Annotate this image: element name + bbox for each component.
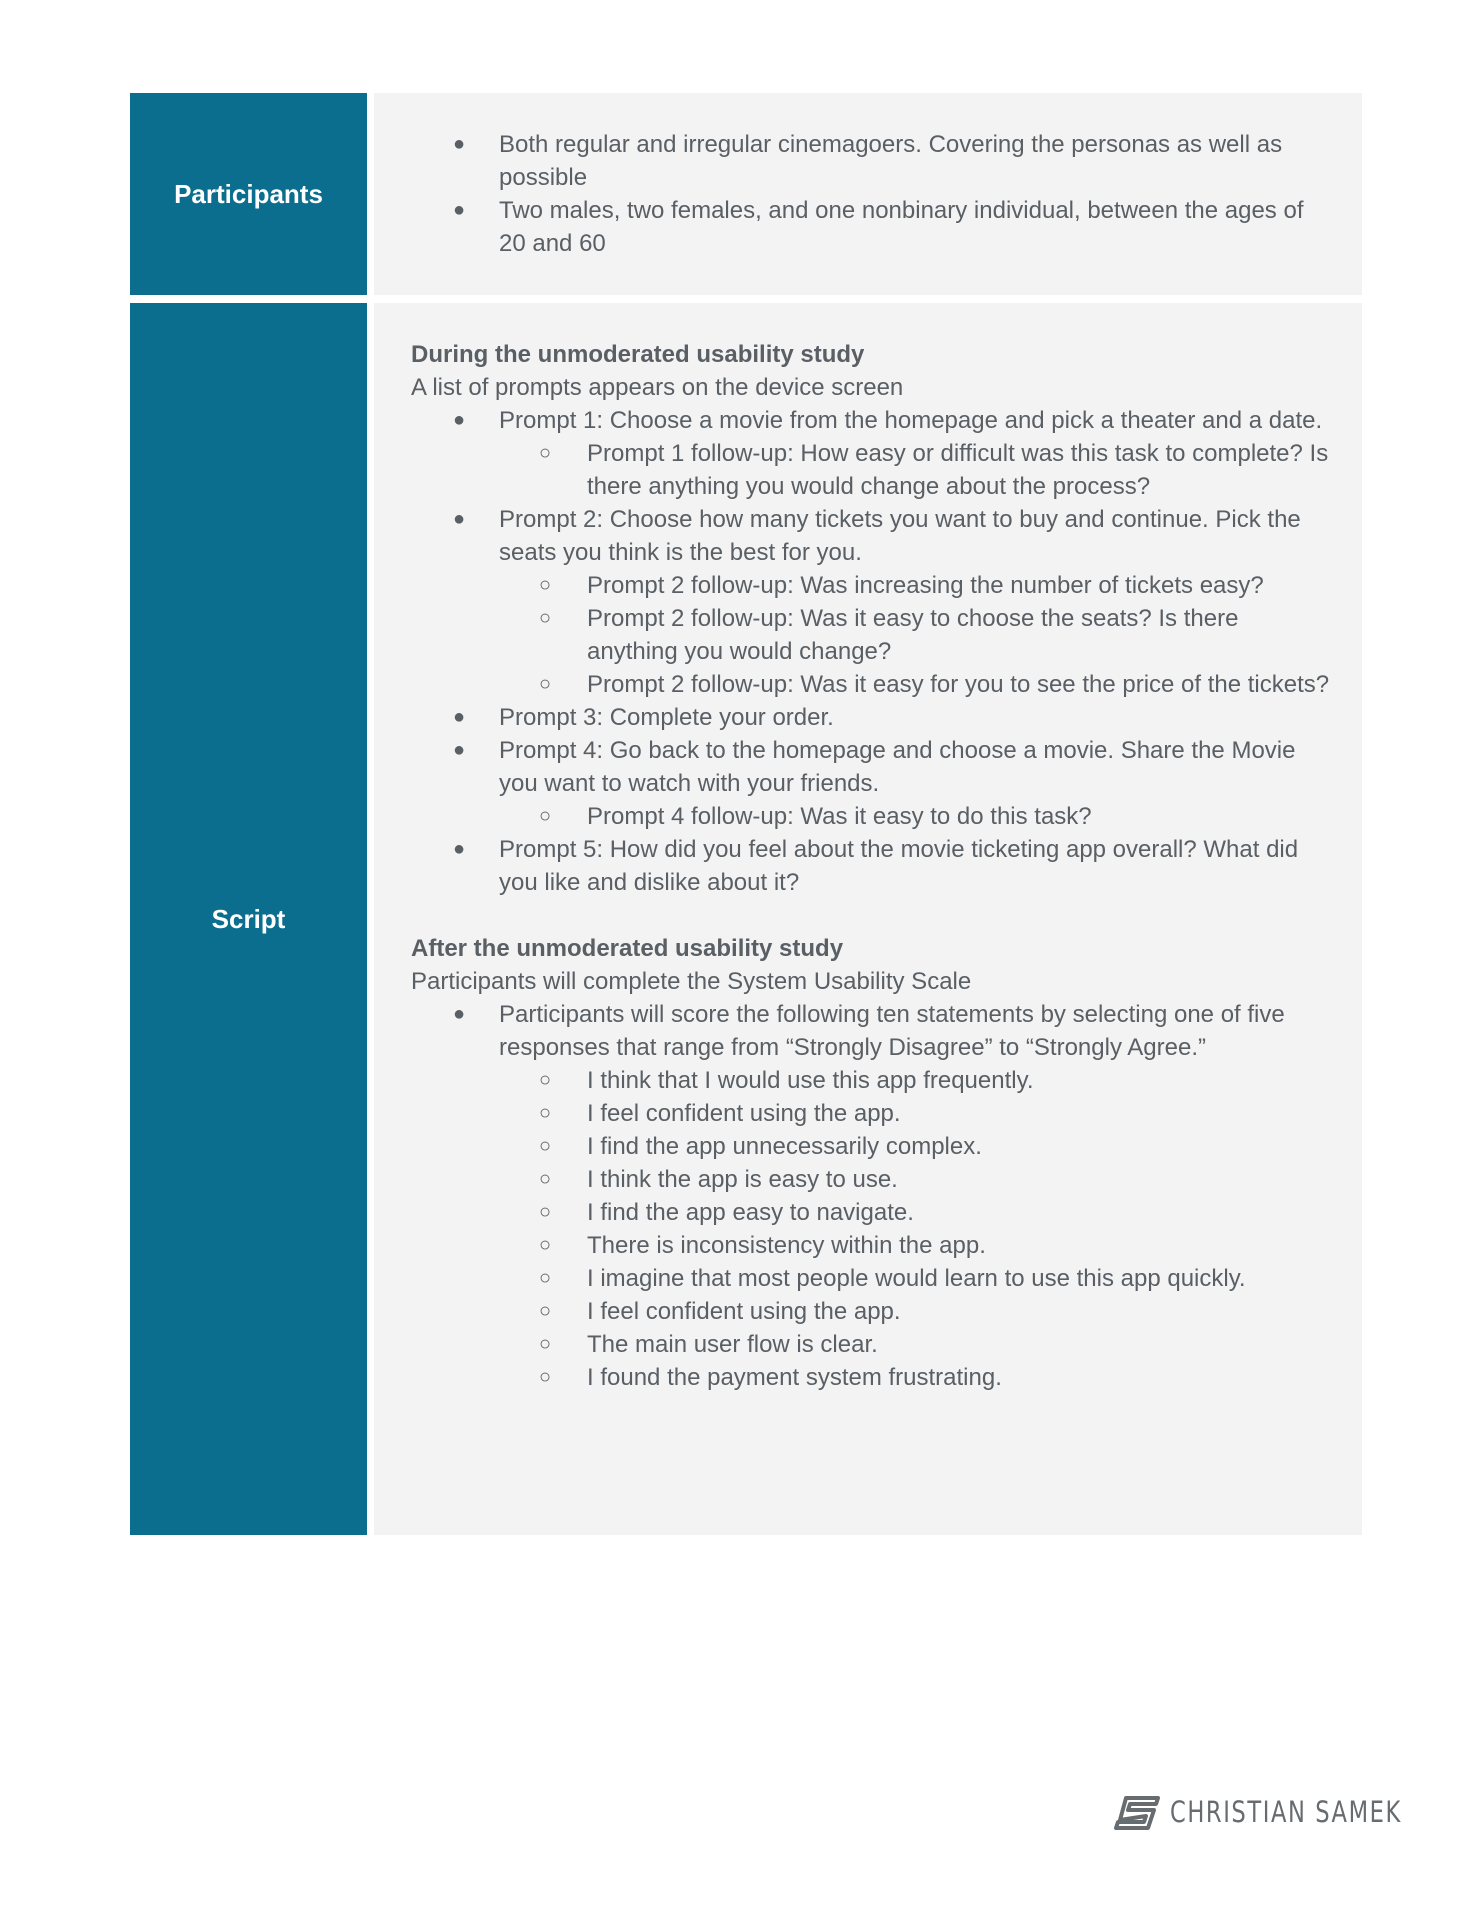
sub-bullet-icon: ○: [539, 1135, 552, 1157]
sub-bullet-icon: ○: [539, 805, 552, 827]
statement-item: ○ I find the app easy to navigate.: [411, 1196, 1334, 1229]
sub-bullet-icon: ○: [539, 442, 552, 464]
sub-list-item: ○ Prompt 1 follow-up: How easy or difficult was this task to complete? Is there anything you would change about the process?: [411, 437, 1334, 503]
bullet-icon: ●: [453, 508, 466, 530]
sub-bullet-icon: ○: [539, 1366, 552, 1388]
list-item: ● Prompt 4: Go back to the homepage and choose a movie. Share the Movie you want to watch with your friends. ○ Prompt 4 follow-up: Was it easy to do this task?: [411, 734, 1334, 833]
list-item: ● Two males, two females, and one nonbinary individual, between the ages of 20 and 60: [411, 194, 1334, 260]
during-title: During the unmoderated usability study: [411, 341, 865, 368]
list-item: ● Prompt 5: How did you feel about the movie ticketing app overall? What did you like and dislike about it?: [411, 833, 1334, 899]
bullet-icon: ●: [453, 1003, 466, 1025]
list-item: ● Prompt 3: Complete your order.: [411, 701, 1334, 734]
sub-bullet-icon: ○: [539, 1069, 552, 1091]
sub-bullet-icon: ○: [539, 574, 552, 596]
script-row: [130, 303, 1362, 1535]
participants-label: Participants: [130, 93, 367, 295]
list-item: ● Participants will score the following ten statements by selecting one of five responses that range from “Strongly Disagree” to “Strongly Agree.” ○ I think that I would use this app frequently. ○ I feel confident using the app. ○ I find the app unnecessarily complex. ○ I think the app is easy to use. ○ I find the app easy to navigate. ○ There is inconsistency within the app. ○ I imagine that most people would learn to use this app quickly. ○ I feel confident using the app. ○ The main user flow is clear. ○ I found the payment system frustrating.: [411, 998, 1334, 1394]
bullet-icon: ●: [453, 739, 466, 761]
bullet-icon: ●: [453, 409, 466, 431]
logo-text: CHRISTIAN SAMEK: [1170, 1795, 1402, 1829]
list-item: ● Both regular and irregular cinemagoers. Covering the personas as well as possible: [411, 128, 1334, 194]
statement-item: ○ I feel confident using the app.: [411, 1097, 1334, 1130]
sub-list-item: ○ Prompt 4 follow-up: Was it easy to do this task?: [411, 800, 1334, 833]
script-label: Script: [130, 303, 367, 1535]
bullet-icon: ●: [453, 838, 466, 860]
statement-item: ○ I think the app is easy to use.: [411, 1163, 1334, 1196]
sub-bullet-icon: ○: [539, 1168, 552, 1190]
statement-item: ○ I imagine that most people would learn to use this app quickly.: [411, 1262, 1334, 1295]
logo: [1112, 1790, 1467, 1834]
script-content: [374, 303, 1362, 1535]
bullet-icon: ●: [453, 199, 466, 221]
sub-bullet-icon: ○: [539, 1267, 552, 1289]
bullet-icon: ●: [453, 706, 466, 728]
sub-bullet-icon: ○: [539, 1234, 552, 1256]
sub-bullet-icon: ○: [539, 673, 552, 695]
participants-row: [130, 93, 1362, 295]
after-title: After the unmoderated usability study: [411, 935, 844, 962]
statement-item: ○ I find the app unnecessarily complex.: [411, 1130, 1334, 1163]
after-intro: Participants will complete the System Usability Scale: [411, 968, 972, 995]
sub-bullet-icon: ○: [539, 1300, 552, 1322]
during-intro: A list of prompts appears on the device screen: [411, 374, 904, 401]
sub-list-item: ○ Prompt 2 follow-up: Was it easy for you to see the price of the tickets?: [411, 668, 1334, 701]
statement-item: ○ I think that I would use this app frequently.: [411, 1064, 1334, 1097]
sub-bullet-icon: ○: [539, 1102, 552, 1124]
sub-bullet-icon: ○: [539, 1201, 552, 1223]
list-item: ● Prompt 1: Choose a movie from the homepage and pick a theater and a date. ○ Prompt 1 follow-up: How easy or difficult was this task to complete? Is there anything you would change about the process?: [411, 404, 1334, 503]
participants-content: [374, 93, 1362, 295]
sub-bullet-icon: ○: [539, 1333, 552, 1355]
statement-item: ○ I feel confident using the app.: [411, 1295, 1334, 1328]
statement-item: ○ There is inconsistency within the app.: [411, 1229, 1334, 1262]
statement-list: [499, 1064, 1334, 1394]
statement-item: ○ I found the payment system frustrating.: [411, 1361, 1334, 1394]
list-item: ● Prompt 2: Choose how many tickets you want to buy and continue. Pick the seats you think is the best for you. ○ Prompt 2 follow-up: Was increasing the number of tickets easy? ○ Prompt 2 follow-up: Was it easy to choose the seats? Is there anything you would change? ○ Prompt 2 follow-up: Was it easy for you to see the price of the tickets?: [411, 503, 1334, 701]
statement-item: ○ The main user flow is clear.: [411, 1328, 1334, 1361]
sub-list-item: ○ Prompt 2 follow-up: Was increasing the number of tickets easy?: [411, 569, 1334, 602]
bullet-icon: ●: [453, 133, 466, 155]
sub-list-item: ○ Prompt 2 follow-up: Was it easy to choose the seats? Is there anything you would change?: [411, 602, 1334, 668]
sub-bullet-icon: ○: [539, 607, 552, 629]
s-logo-icon: [1112, 1790, 1162, 1834]
